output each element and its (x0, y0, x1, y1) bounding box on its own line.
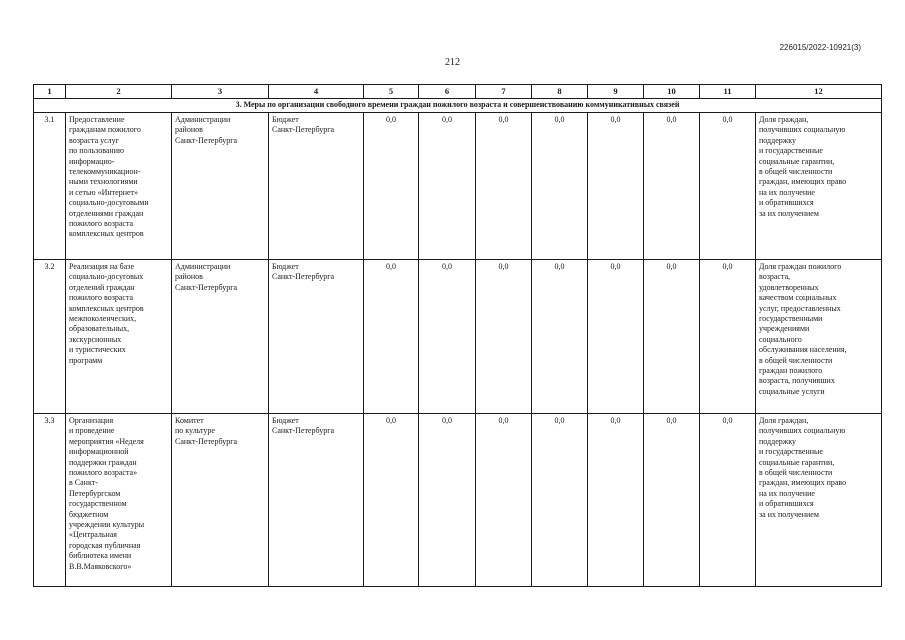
funding-source: Бюджет Санкт-Петербурга (269, 414, 364, 587)
value-cell: 0,0 (644, 260, 700, 414)
column-header: 9 (588, 85, 644, 99)
value-cell: 0,0 (364, 414, 419, 587)
value-cell: 0,0 (364, 113, 419, 260)
value-cell: 0,0 (476, 414, 532, 587)
value-cell: 0,0 (700, 260, 756, 414)
column-header: 6 (419, 85, 476, 99)
value-cell: 0,0 (532, 113, 588, 260)
table-row (34, 113, 882, 260)
value-cell: 0,0 (588, 414, 644, 587)
indicator: Доля граждан, получивших социальную поддержку и государственные социальные гарантии, в общей численности граждан, имеющих право на их получение и обратившихся за их получением (756, 113, 882, 260)
column-header: 3 (172, 85, 269, 99)
funding-source: Бюджет Санкт-Петербурга (269, 113, 364, 260)
value-cell: 0,0 (700, 113, 756, 260)
measure-name: Организация и проведение мероприятия «Неделя информационной поддержки граждан пожилого возраста» в Санкт- Петербургском государственном бюджетном учреждении культуры «Центральная городская публичная библиотека имени В.В.Маяковского» (66, 414, 172, 587)
value-cell: 0,0 (644, 414, 700, 587)
executor: Администрации районов Санкт-Петербурга (172, 260, 269, 414)
column-header: 10 (644, 85, 700, 99)
indicator: Доля граждан, получивших социальную поддержку и государственные социальные гарантии, в общей численности граждан, имеющих право на их получение и обратившихся за их получением (756, 414, 882, 587)
row-number: 3.1 (34, 113, 66, 260)
section-row (34, 99, 882, 113)
header-row (34, 85, 882, 99)
value-cell: 0,0 (419, 414, 476, 587)
value-cell: 0,0 (532, 260, 588, 414)
value-cell: 0,0 (476, 113, 532, 260)
indicator: Доля граждан пожилого возраста, удовлетворенных качеством социальных услуг, предоставленных государственными учреждениями социального обслуживания населения, в общей численности граждан пожилого возраста, получивших социальные услуги (756, 260, 882, 414)
table-row (34, 260, 882, 414)
measure-name: Предоставление гражданам пожилого возраста услуг по пользованию информацио- телекоммуникацион- ными технологиями и сетью «Интернет» социально-досуговыми отделениями граждан пожилого возраста комплексных центров (66, 113, 172, 260)
value-cell: 0,0 (532, 414, 588, 587)
value-cell: 0,0 (700, 414, 756, 587)
column-header: 12 (756, 85, 882, 99)
funding-source: Бюджет Санкт-Петербурга (269, 260, 364, 414)
column-header: 8 (532, 85, 588, 99)
executor: Комитет по культуре Санкт-Петербурга (172, 414, 269, 587)
column-header: 7 (476, 85, 532, 99)
measure-name: Реализация на базе социально-досуговых отделений граждан пожилого возраста комплексных центров межпоколенческих, образовательных, экскурсионных и туристических программ (66, 260, 172, 414)
page-number: 212 (445, 57, 460, 68)
value-cell: 0,0 (644, 113, 700, 260)
document-code: 226015/2022-10921(3) (779, 43, 861, 52)
row-number: 3.3 (34, 414, 66, 587)
section-title: 3. Меры по организации свободного времени граждан пожилого возраста и совершенствованию коммуникативных связей (34, 99, 882, 113)
column-header: 11 (700, 85, 756, 99)
column-header: 1 (34, 85, 66, 99)
value-cell: 0,0 (419, 260, 476, 414)
row-number: 3.2 (34, 260, 66, 414)
value-cell: 0,0 (588, 260, 644, 414)
column-header: 5 (364, 85, 419, 99)
column-header: 4 (269, 85, 364, 99)
value-cell: 0,0 (419, 113, 476, 260)
value-cell: 0,0 (476, 260, 532, 414)
value-cell: 0,0 (588, 113, 644, 260)
measures-table (33, 84, 882, 587)
column-header: 2 (66, 85, 172, 99)
value-cell: 0,0 (364, 260, 419, 414)
table-row (34, 414, 882, 587)
executor: Администрации районов Санкт-Петербурга (172, 113, 269, 260)
